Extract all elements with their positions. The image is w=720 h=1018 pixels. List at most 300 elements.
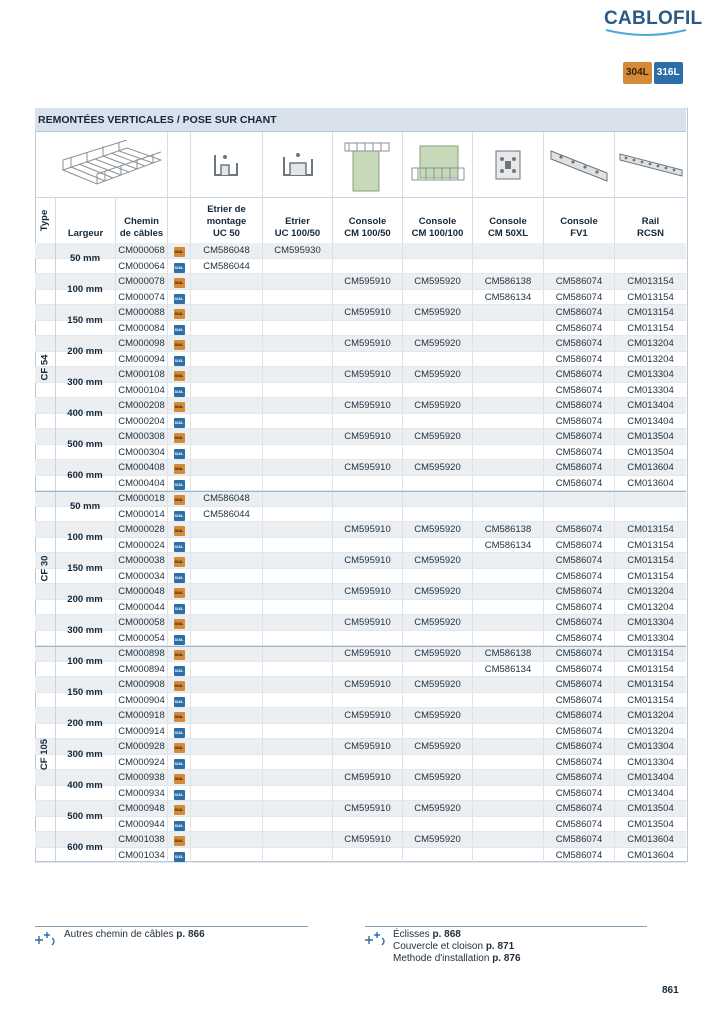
console-fv1-icon	[547, 145, 611, 185]
accessory-code	[472, 491, 543, 506]
cable-tray-code: CM000948	[115, 801, 167, 816]
accessory-code	[402, 243, 472, 258]
grade-tag: 316L	[174, 635, 185, 645]
accessory-code: CM586048	[190, 491, 262, 506]
width-label: 150 mm	[67, 315, 103, 326]
accessory-code	[472, 739, 543, 754]
table-row	[35, 770, 686, 786]
width-label: 100 mm	[67, 532, 103, 543]
cable-tray-code: CM000068	[115, 243, 167, 258]
cable-tray-code: CM000038	[115, 553, 167, 568]
accessory-code	[190, 677, 262, 692]
column-header-7	[472, 197, 543, 243]
footer-link-text: Methode d'installation	[393, 953, 490, 964]
accessory-code	[472, 677, 543, 692]
accessory-code: CM013154	[614, 321, 686, 336]
column-header-label: Rail RCSN	[637, 216, 664, 239]
cable-tray-code: CM000204	[115, 414, 167, 429]
cable-tray-code: CM001034	[115, 848, 167, 863]
accessory-code	[472, 414, 543, 429]
accessory-code	[472, 817, 543, 832]
accessory-code: CM595920	[402, 615, 472, 630]
grade-cell	[167, 476, 190, 491]
grade-cell	[167, 801, 190, 816]
accessory-code	[332, 817, 402, 832]
grade-tag: 304L	[174, 495, 185, 505]
accessory-code	[332, 383, 402, 398]
grade-tag: 316L	[174, 356, 185, 366]
accessory-code: CM013504	[614, 445, 686, 460]
grade-tag: 316L	[174, 697, 185, 707]
column-header-label: Console CM 50XL	[487, 216, 529, 239]
cable-tray-code: CM000034	[115, 569, 167, 584]
accessory-code	[190, 662, 262, 677]
accessory-code: CM595910	[332, 398, 402, 413]
cable-tray-code: CM000918	[115, 708, 167, 723]
accessory-code: CM595910	[332, 615, 402, 630]
footer-link-other-trays[interactable]	[64, 929, 205, 941]
etrier-uc50-icon	[207, 145, 247, 185]
product-images-row	[35, 132, 686, 198]
accessory-code: CM595930	[262, 243, 332, 258]
type-group-text: CF 30	[39, 555, 51, 582]
accessory-code: CM013304	[614, 615, 686, 630]
grade-cell	[167, 522, 190, 537]
accessory-code	[262, 398, 332, 413]
table-row	[35, 724, 686, 740]
accessory-code: CM013204	[614, 600, 686, 615]
cable-tray-code: CM000304	[115, 445, 167, 460]
width-label: 300 mm	[67, 377, 103, 388]
width-label: 400 mm	[67, 780, 103, 791]
table-row	[35, 817, 686, 833]
accessory-code	[262, 755, 332, 770]
accessory-code	[262, 476, 332, 491]
accessory-code	[190, 476, 262, 491]
brand-logo	[604, 8, 703, 38]
accessory-code	[262, 259, 332, 274]
cable-tray-code: CM000904	[115, 693, 167, 708]
table-row	[35, 662, 686, 678]
accessory-code: CM586074	[543, 445, 614, 460]
grade-badges	[623, 62, 683, 84]
accessory-code	[190, 274, 262, 289]
grade-tag: 316L	[174, 604, 185, 614]
grade-tag: 304L	[174, 743, 185, 753]
accessory-code	[262, 817, 332, 832]
table-row	[35, 848, 686, 864]
grade-cell	[167, 259, 190, 274]
accessory-code	[190, 615, 262, 630]
accessory-code: CM013304	[614, 367, 686, 382]
accessory-code	[614, 491, 686, 506]
accessory-code: CM013204	[614, 708, 686, 723]
table-row	[35, 677, 686, 693]
accessory-code	[472, 755, 543, 770]
grade-cell	[167, 724, 190, 739]
grade-cell	[167, 584, 190, 599]
console-cm10050-icon	[343, 137, 393, 193]
table-row	[35, 801, 686, 817]
accessory-code: CM013604	[614, 848, 686, 863]
grade-tag: 304L	[174, 805, 185, 815]
grade-cell	[167, 243, 190, 258]
accessory-code	[262, 290, 332, 305]
accessory-code	[472, 367, 543, 382]
cable-tray-code: CM001038	[115, 832, 167, 847]
accessory-code	[472, 460, 543, 475]
accessory-code	[332, 786, 402, 801]
accessory-code	[262, 646, 332, 661]
width-label: 500 mm	[67, 439, 103, 450]
accessory-code: CM586074	[543, 770, 614, 785]
grade-tag: 304L	[174, 526, 185, 536]
column-header-3	[190, 197, 262, 243]
column-header-9	[614, 197, 686, 243]
grade-cell	[167, 538, 190, 553]
badge-316l: 316L	[654, 62, 683, 84]
cable-tray-code: CM000088	[115, 305, 167, 320]
table-row	[35, 553, 686, 569]
accessory-code	[332, 445, 402, 460]
cable-tray-code: CM000084	[115, 321, 167, 336]
accessory-code: CM013154	[614, 646, 686, 661]
accessory-code	[402, 445, 472, 460]
accessory-code: CM013154	[614, 662, 686, 677]
accessory-code	[472, 243, 543, 258]
accessory-code: CM586074	[543, 801, 614, 816]
accessory-code: CM595910	[332, 274, 402, 289]
accessory-code: CM595920	[402, 770, 472, 785]
accessory-code	[472, 724, 543, 739]
accessory-code	[402, 507, 472, 522]
accessory-code: CM586134	[472, 290, 543, 305]
accessory-code	[262, 693, 332, 708]
grade-cell	[167, 429, 190, 444]
accessory-code: CM595910	[332, 677, 402, 692]
cable-tray-code: CM000944	[115, 817, 167, 832]
accessory-code	[190, 646, 262, 661]
grade-cell	[167, 336, 190, 351]
column-header-2	[167, 197, 190, 243]
grade-cell	[167, 553, 190, 568]
accessory-code	[472, 553, 543, 568]
cable-tray-code: CM000108	[115, 367, 167, 382]
accessory-code	[402, 414, 472, 429]
accessory-code: CM586074	[543, 832, 614, 847]
accessory-code	[262, 786, 332, 801]
accessory-code	[190, 600, 262, 615]
accessory-code	[332, 414, 402, 429]
accessory-code	[262, 336, 332, 351]
accessory-code: CM013204	[614, 352, 686, 367]
grade-image-cell	[167, 132, 190, 197]
section-title: REMONTÉES VERTICALES / POSE SUR CHANT	[35, 108, 686, 132]
accessory-code	[262, 801, 332, 816]
grade-tag: 316L	[174, 666, 185, 676]
accessory-code: CM595910	[332, 367, 402, 382]
accessory-code	[472, 507, 543, 522]
grade-tag: 316L	[174, 418, 185, 428]
column-header-4	[262, 197, 332, 243]
accessory-code: CM013404	[614, 414, 686, 429]
grade-tag: 304L	[174, 278, 185, 288]
cm100100-image	[402, 132, 472, 197]
accessory-code: CM013154	[614, 305, 686, 320]
accessory-code: CM586074	[543, 631, 614, 646]
table-row	[35, 243, 686, 259]
accessory-code	[190, 429, 262, 444]
column-header-label: Etrier UC 100/50	[274, 216, 321, 239]
accessory-code	[190, 569, 262, 584]
grade-tag: 316L	[174, 573, 185, 583]
cable-tray-code: CM000104	[115, 383, 167, 398]
footer-link-text: Couvercle et cloison	[393, 941, 484, 952]
accessory-code	[472, 352, 543, 367]
accessory-code	[262, 429, 332, 444]
accessory-code: CM595920	[402, 646, 472, 661]
accessory-code	[190, 786, 262, 801]
cm50xl-image	[472, 132, 543, 197]
width-label: 50 mm	[69, 253, 101, 264]
accessory-code	[543, 491, 614, 506]
table-row	[35, 429, 686, 445]
accessory-code	[472, 336, 543, 351]
accessory-code: CM595920	[402, 398, 472, 413]
cable-tray-image	[55, 132, 167, 197]
cable-tray-code: CM000098	[115, 336, 167, 351]
accessory-code: CM586134	[472, 662, 543, 677]
accessory-code	[332, 569, 402, 584]
table-row	[35, 786, 686, 802]
grade-cell	[167, 631, 190, 646]
grade-cell	[167, 367, 190, 382]
accessory-code	[472, 476, 543, 491]
accessory-code: CM586074	[543, 739, 614, 754]
accessory-code: CM595910	[332, 522, 402, 537]
grade-cell	[167, 786, 190, 801]
grade-cell	[167, 445, 190, 460]
accessory-code: CM595920	[402, 367, 472, 382]
cable-tray-code: CM000094	[115, 352, 167, 367]
grade-cell	[167, 290, 190, 305]
cable-tray-code: CM000064	[115, 259, 167, 274]
accessory-code: CM595910	[332, 646, 402, 661]
footer-link-couvercle[interactable]	[393, 941, 521, 953]
accessory-code	[402, 631, 472, 646]
type-header-label: Type	[39, 209, 51, 231]
accessory-code: CM586074	[543, 460, 614, 475]
accessory-code	[262, 538, 332, 553]
accessory-code	[472, 600, 543, 615]
accessory-code: CM586074	[543, 848, 614, 863]
accessory-code	[402, 600, 472, 615]
accessory-code	[402, 693, 472, 708]
accessory-code	[262, 848, 332, 863]
accessory-code	[332, 507, 402, 522]
column-header-label: Etrier de montage UC 50	[206, 204, 247, 239]
table-row	[35, 476, 686, 492]
accessory-code	[402, 321, 472, 336]
accessory-code	[472, 305, 543, 320]
grade-cell	[167, 274, 190, 289]
table-row	[35, 491, 686, 507]
accessory-code	[262, 414, 332, 429]
accessory-code: CM586074	[543, 615, 614, 630]
accessory-code	[190, 817, 262, 832]
table-row	[35, 600, 686, 616]
accessory-code	[262, 383, 332, 398]
accessory-code	[262, 832, 332, 847]
footer-link-page: p. 876	[492, 953, 521, 964]
accessory-code	[402, 290, 472, 305]
grade-cell	[167, 646, 190, 661]
accessory-code	[262, 600, 332, 615]
accessory-code	[262, 631, 332, 646]
footer-link-text: Autres chemin de câbles	[64, 929, 174, 940]
accessory-code	[190, 290, 262, 305]
cable-tray-code: CM000934	[115, 786, 167, 801]
accessory-code	[190, 538, 262, 553]
grade-cell	[167, 600, 190, 615]
accessory-code	[262, 708, 332, 723]
accessory-code	[472, 832, 543, 847]
accessory-code: CM595910	[332, 336, 402, 351]
accessory-code	[190, 708, 262, 723]
table-row	[35, 367, 686, 383]
accessory-code: CM013304	[614, 383, 686, 398]
column-header-label: Console CM 100/100	[411, 216, 464, 239]
accessory-code: CM586074	[543, 677, 614, 692]
accessory-code	[190, 832, 262, 847]
cable-tray-code: CM000924	[115, 755, 167, 770]
grade-tag: 304L	[174, 433, 185, 443]
table-row	[35, 336, 686, 352]
accessory-code	[402, 491, 472, 506]
accessory-code: CM013204	[614, 724, 686, 739]
accessory-code	[472, 615, 543, 630]
accessory-code: CM595910	[332, 832, 402, 847]
footer-divider-right	[365, 926, 647, 927]
accessory-code: CM595920	[402, 336, 472, 351]
accessory-code	[402, 259, 472, 274]
grade-tag: 316L	[174, 759, 185, 769]
accessory-code	[332, 662, 402, 677]
grade-tag: 304L	[174, 340, 185, 350]
accessory-code	[543, 259, 614, 274]
grade-cell	[167, 615, 190, 630]
accessory-code: CM013154	[614, 538, 686, 553]
width-label: 200 mm	[67, 346, 103, 357]
accessory-code	[402, 786, 472, 801]
accessory-code: CM013154	[614, 522, 686, 537]
accessory-code: CM595920	[402, 429, 472, 444]
cable-tray-code: CM000404	[115, 476, 167, 491]
accessory-code: CM586074	[543, 662, 614, 677]
console-cm100100-icon	[410, 140, 466, 190]
width-label: 150 mm	[67, 563, 103, 574]
accessory-code	[332, 631, 402, 646]
group-separator	[35, 491, 686, 492]
column-header-0	[55, 197, 115, 243]
accessory-code	[332, 538, 402, 553]
cable-tray-code: CM000898	[115, 646, 167, 661]
accessory-code	[262, 507, 332, 522]
accessory-code	[332, 259, 402, 274]
grade-cell	[167, 460, 190, 475]
grade-tag: 316L	[174, 325, 185, 335]
accessory-code: CM586074	[543, 290, 614, 305]
accessory-code	[190, 398, 262, 413]
grade-cell	[167, 491, 190, 506]
footer-links-right	[393, 929, 521, 965]
accessory-code: CM013204	[614, 584, 686, 599]
column-header-6	[402, 197, 472, 243]
accessory-code: CM586134	[472, 538, 543, 553]
accessory-code	[190, 414, 262, 429]
column-header-label: Largeur	[67, 228, 104, 239]
accessory-code	[190, 693, 262, 708]
accessory-code: CM595910	[332, 801, 402, 816]
accessory-code	[614, 259, 686, 274]
accessory-code: CM586044	[190, 259, 262, 274]
width-label: 150 mm	[67, 687, 103, 698]
grade-tag: 304L	[174, 681, 185, 691]
accessory-code	[472, 321, 543, 336]
accessory-code: CM013404	[614, 770, 686, 785]
grade-tag: 316L	[174, 728, 185, 738]
footer-link-eclisses[interactable]	[393, 929, 521, 941]
accessory-code	[332, 491, 402, 506]
accessory-code: CM586074	[543, 724, 614, 739]
width-label: 50 mm	[69, 501, 101, 512]
accessory-code	[402, 724, 472, 739]
uc50-image	[190, 132, 262, 197]
table-header-row	[35, 197, 686, 244]
accessory-code	[190, 755, 262, 770]
table-row	[35, 460, 686, 476]
table-row	[35, 708, 686, 724]
accessory-code: CM013504	[614, 429, 686, 444]
column-header-label: Chemin de câbles	[119, 216, 164, 239]
cable-tray-code: CM000024	[115, 538, 167, 553]
accessory-code	[190, 352, 262, 367]
accessory-code: CM586074	[543, 305, 614, 320]
accessory-code	[472, 383, 543, 398]
footer-link-installation[interactable]	[393, 953, 521, 965]
accessory-code	[472, 801, 543, 816]
accessory-code: CM586074	[543, 693, 614, 708]
accessory-code	[402, 662, 472, 677]
accessory-code: CM586074	[543, 584, 614, 599]
width-label: 300 mm	[67, 625, 103, 636]
accessory-code: CM595910	[332, 584, 402, 599]
accessory-code: CM586074	[543, 336, 614, 351]
accessory-code: CM013154	[614, 677, 686, 692]
fv1-image	[543, 132, 614, 197]
etrier-uc10050-icon	[278, 145, 318, 185]
accessory-code: CM013404	[614, 398, 686, 413]
accessory-code	[190, 367, 262, 382]
accessory-code: CM586074	[543, 569, 614, 584]
rail-rcsn-icon	[618, 150, 684, 180]
cable-tray-code: CM000408	[115, 460, 167, 475]
accessory-code	[472, 429, 543, 444]
accessory-code	[402, 383, 472, 398]
accessory-code: CM595920	[402, 584, 472, 599]
width-label: 400 mm	[67, 408, 103, 419]
accessory-code: CM586138	[472, 522, 543, 537]
